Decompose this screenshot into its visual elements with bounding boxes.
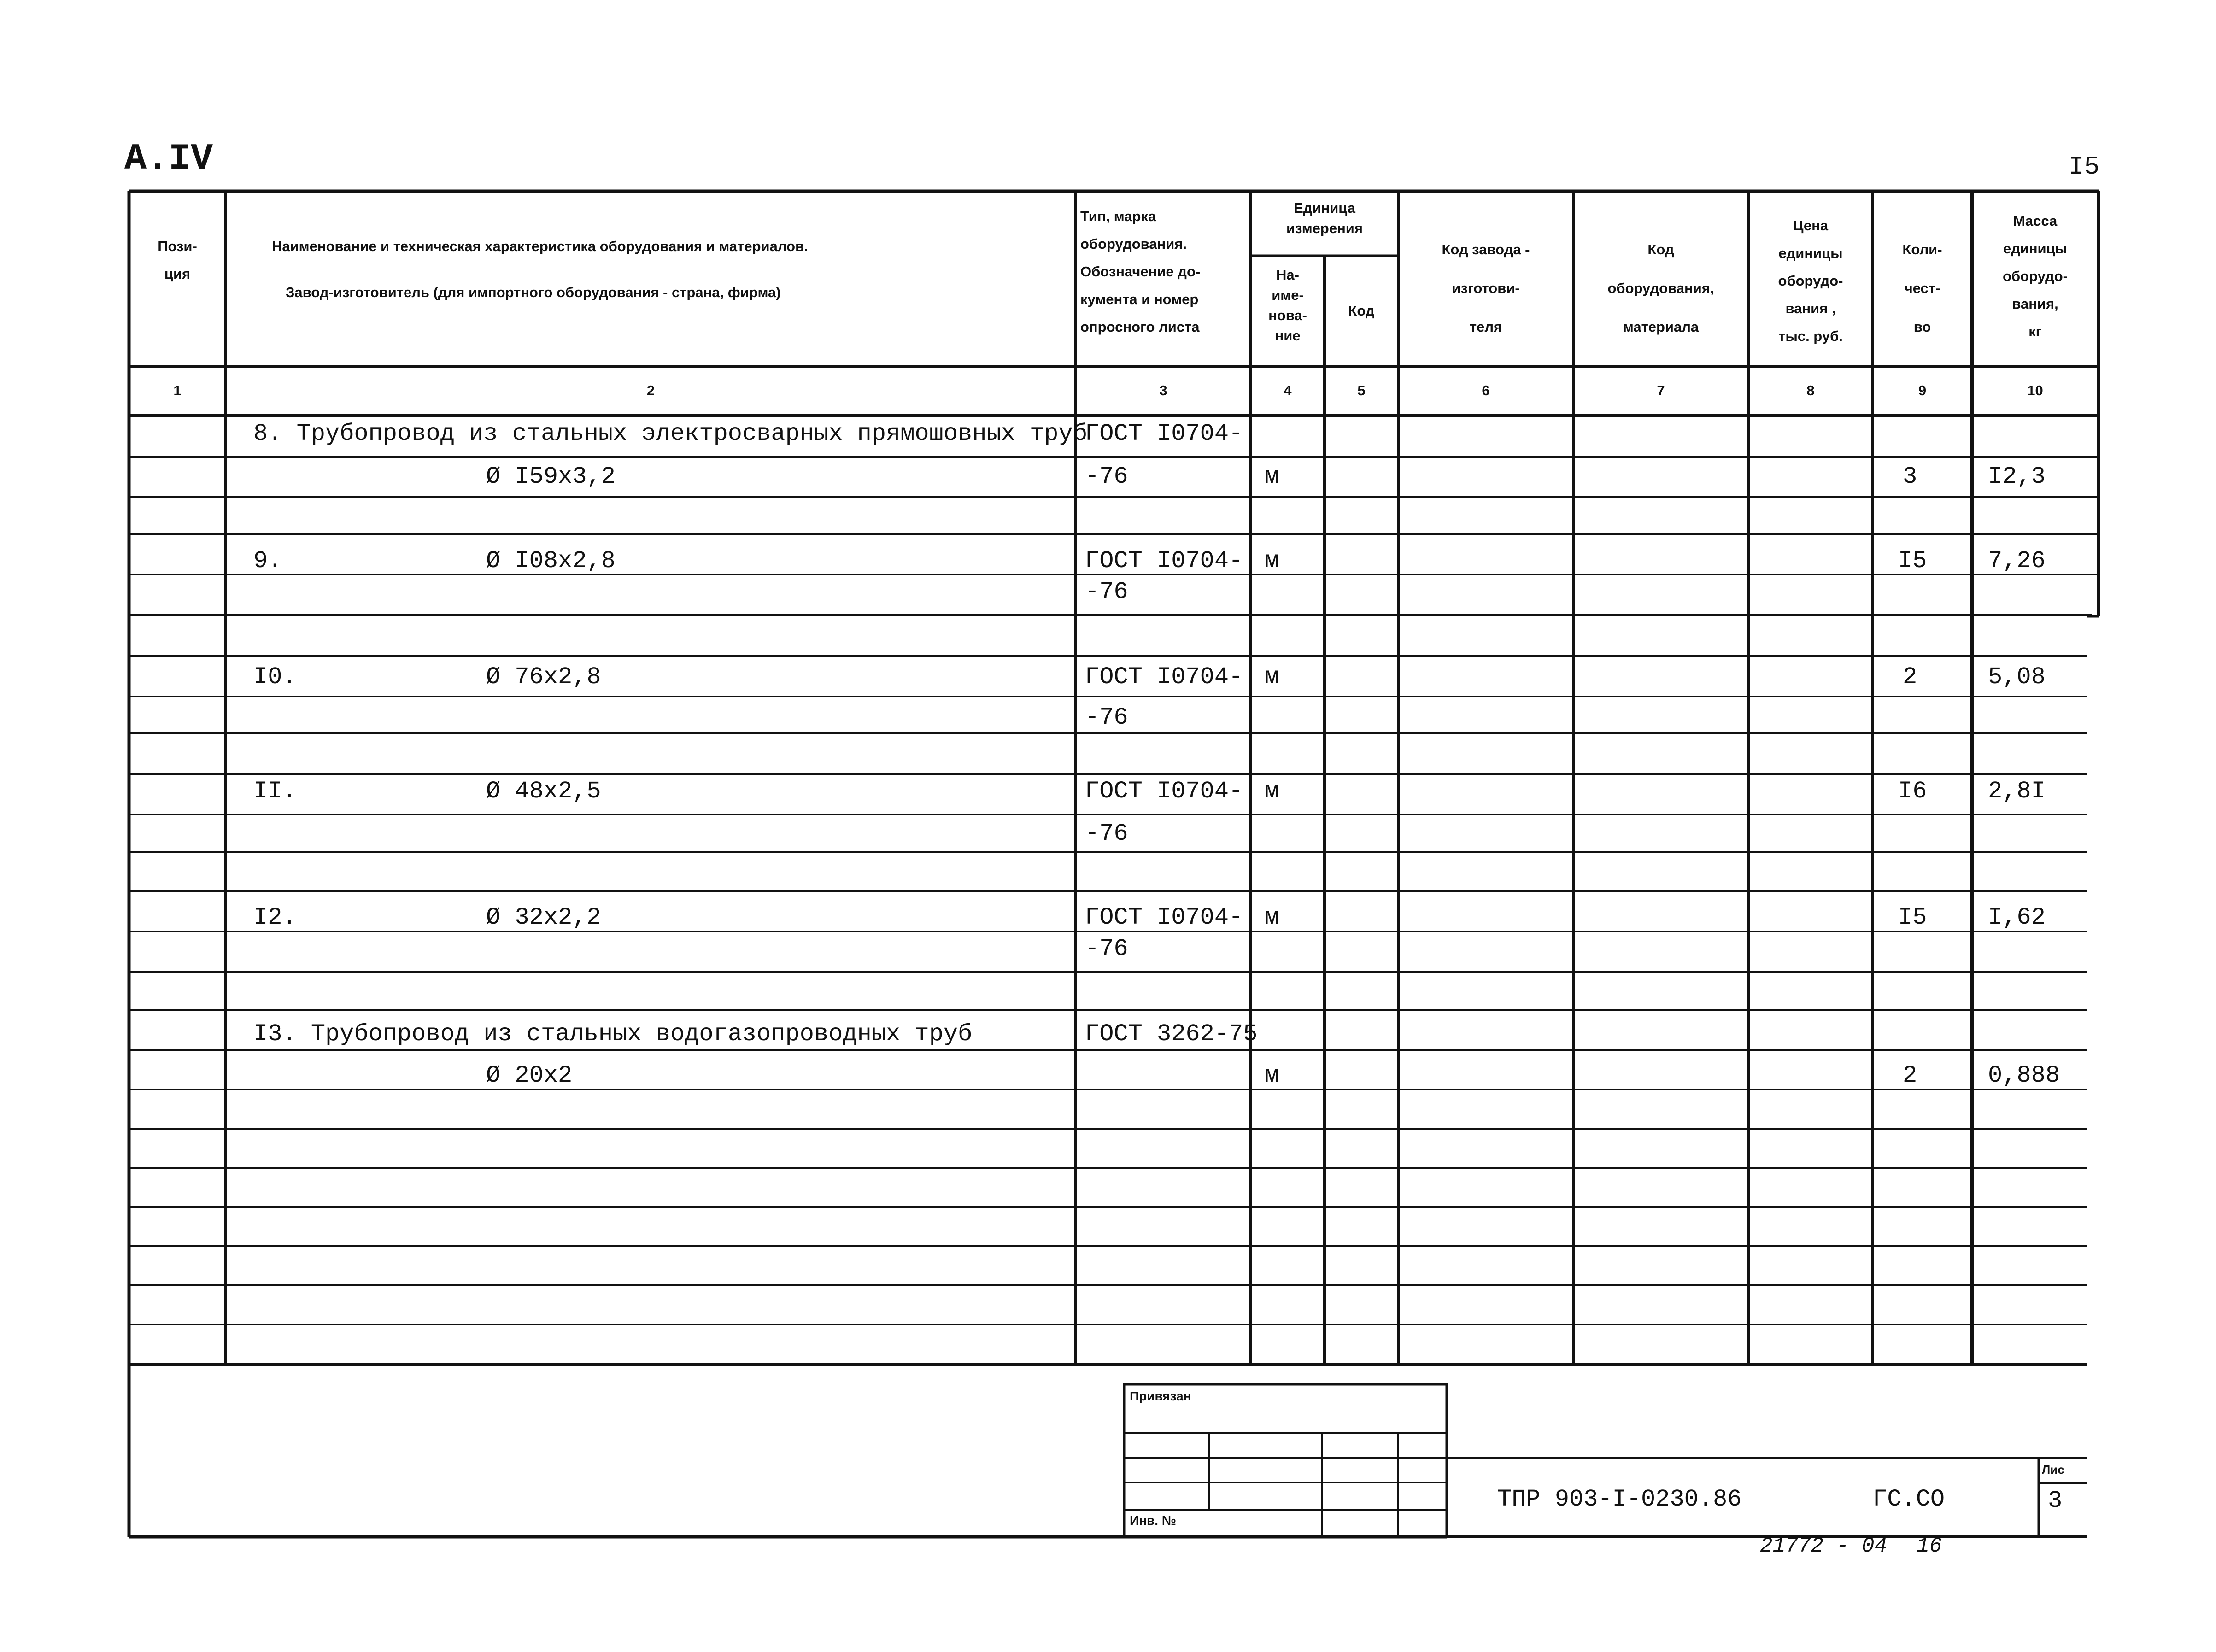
stamp-bound-label: Привязан xyxy=(1130,1389,1191,1403)
header-price: Цена единицы оборудо- вания , тыс. руб. xyxy=(1778,217,1843,344)
item-9-doc: ГОСТ I0704- xyxy=(1085,547,1243,574)
col-number-6: 6 xyxy=(1482,382,1490,398)
item-8-unit: м xyxy=(1265,463,1279,490)
item-11-unit: м xyxy=(1265,778,1279,805)
item-8-name: 8. Трубопровод из стальных электросварных прямошовных труб xyxy=(253,420,1087,447)
item-10-number: I0. xyxy=(253,663,297,691)
item-8-doc: ГОСТ I0704- xyxy=(1085,420,1243,447)
item-9-mass: 7,26 xyxy=(1988,547,2046,574)
item-13-doc: ГОСТ 3262-75 xyxy=(1085,1020,1258,1048)
col-number-3: 3 xyxy=(1159,382,1167,398)
title-designation: ТПР 903-I-0230.86 xyxy=(1497,1486,1742,1513)
item-12-unit: м xyxy=(1265,904,1279,931)
item-9-size: Ø I08x2,8 xyxy=(486,547,616,574)
item-9-qty: I5 xyxy=(1898,547,1927,574)
item-11-doc: ГОСТ I0704- xyxy=(1085,778,1243,805)
item-8-mass: I2,3 xyxy=(1988,463,2046,490)
item-10-unit: м xyxy=(1265,663,1279,691)
item-13-mass: 0,888 xyxy=(1988,1062,2060,1089)
item-12-number: I2. xyxy=(253,904,297,931)
title-sheet-number: 3 xyxy=(2048,1487,2063,1514)
header-unit-group-text: Единица измерения xyxy=(1286,200,1363,236)
item-13-size: Ø 20x2 xyxy=(486,1062,573,1089)
item-9-unit: м xyxy=(1265,547,1279,574)
page-number: I5 xyxy=(2069,152,2100,182)
col-number-2: 2 xyxy=(646,382,655,398)
item-11-number: II. xyxy=(253,778,297,805)
header-unit-name: На- име- нова- ние xyxy=(1268,267,1307,344)
item-11-mass: 2,8I xyxy=(1988,778,2046,805)
item-13-unit: м xyxy=(1265,1062,1279,1089)
item-11-doc-cont: -76 xyxy=(1085,820,1128,847)
item-10-doc: ГОСТ I0704- xyxy=(1085,663,1243,691)
item-12-doc-cont: -76 xyxy=(1085,935,1128,962)
title-sheet-label: Лис xyxy=(2042,1463,2064,1476)
item-10-qty: 2 xyxy=(1903,663,1917,691)
item-9-number: 9. xyxy=(253,547,282,574)
header-quantity: Коли- чест- во xyxy=(1902,241,1942,335)
header-name-line2: Завод-изготовитель (для импортного оборудования - страна, фирма) xyxy=(286,284,781,300)
archive-page: 16 xyxy=(1917,1534,1942,1558)
col-number-8: 8 xyxy=(1806,382,1815,398)
header-unit-code: Код xyxy=(1348,303,1375,319)
header-type: Тип, марка оборудования. Обозначение до- кумента и номер опросного листа xyxy=(1080,208,1201,335)
item-12-size: Ø 32x2,2 xyxy=(486,904,601,931)
header-position: Пози- ция xyxy=(158,238,197,282)
item-12-qty: I5 xyxy=(1898,904,1927,931)
stamp-inventory-label: Инв. № xyxy=(1130,1513,1177,1528)
item-12-doc: ГОСТ I0704- xyxy=(1085,904,1243,931)
header-factory-code: Код завода - изготови- теля xyxy=(1442,241,1530,335)
header-mass: Масса единицы оборудо- вания, кг xyxy=(2003,213,2068,340)
item-10-mass: 5,08 xyxy=(1988,663,2046,691)
item-8-size: Ø I59x3,2 xyxy=(486,463,616,490)
item-8-qty: 3 xyxy=(1903,463,1917,490)
col-number-1: 1 xyxy=(173,382,182,398)
item-9-doc-cont: -76 xyxy=(1085,578,1128,605)
item-8-doc-cont: -76 xyxy=(1085,463,1128,490)
item-10-size: Ø 76x2,8 xyxy=(486,663,601,691)
header-name-line1: Наименование и техническая характеристика оборудования и материалов. xyxy=(272,238,808,254)
archive-note: 21772 - 04 xyxy=(1760,1534,1888,1558)
item-13-qty: 2 xyxy=(1903,1062,1917,1089)
col-number-4: 4 xyxy=(1284,382,1292,398)
title-code: ГС.СО xyxy=(1873,1486,1945,1513)
item-13-name: I3. Трубопровод из стальных водогазопроводных труб xyxy=(253,1020,973,1048)
corner-mark: А.IV xyxy=(124,138,213,180)
item-11-qty: I6 xyxy=(1898,778,1927,805)
col-number-5: 5 xyxy=(1357,382,1366,398)
item-10-doc-cont: -76 xyxy=(1085,704,1128,731)
item-12-mass: I,62 xyxy=(1988,904,2046,931)
col-number-9: 9 xyxy=(1918,382,1927,398)
col-number-7: 7 xyxy=(1657,382,1665,398)
item-11-size: Ø 48x2,5 xyxy=(486,778,601,805)
col-number-10: 10 xyxy=(2027,382,2043,398)
header-equipment-code: Код оборудования, материала xyxy=(1607,241,1714,335)
